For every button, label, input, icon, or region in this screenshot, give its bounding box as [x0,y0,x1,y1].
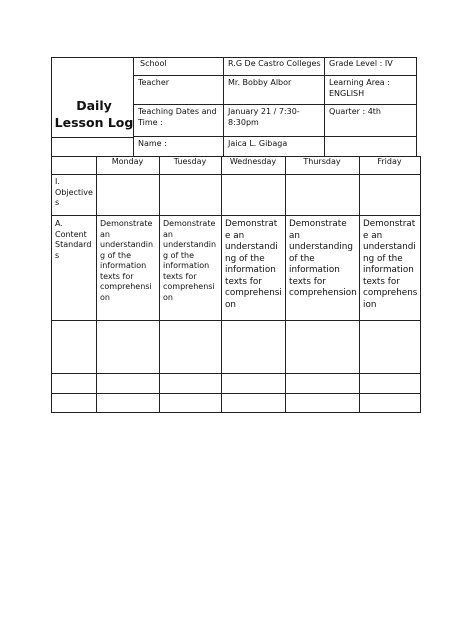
header-top-border [51,57,417,58]
dates-label: Teaching Dates and Time : [138,107,217,127]
content-cell-tuesday: Demonstrate an understandin g of the information texts for comprehensi on [163,219,217,302]
header-left-border [51,57,52,157]
table-bottom-border [51,412,421,413]
day-header-wednesday: Wednesday [229,157,277,166]
dates-value: January 21 / 7:30- 8:30pm [228,107,300,127]
objectives-label: I. Objective s [55,177,93,207]
school-label: School [140,59,167,68]
content-cell-wednesday: Demonstrat e an understandi ng of the information texts for comprehensi on [225,219,282,310]
table-left-border [51,156,52,413]
content-cell-friday: Demonstrat e an understandi ng of the information texts for comprehens ion [363,219,418,310]
day-header-tuesday: Tuesday [173,157,207,166]
table-content-row-bottom [51,320,421,321]
teacher-value: Mr. Bobby Albor [228,78,292,87]
school-value: R.G De Castro Colleges [228,59,321,68]
header-row-title-bottom [51,137,134,138]
header-col-3 [324,57,325,157]
table-row-5-bottom [51,393,421,394]
header-right-border [416,57,417,157]
table-col-2 [159,156,160,413]
header-row-1 [133,75,417,76]
table-col-5 [359,156,360,413]
table-col-4 [285,156,286,413]
table-right-border [420,156,421,413]
table-row-4-bottom [51,373,421,374]
header-row-2 [133,104,417,105]
name-label: Name : [138,139,167,148]
content-standards-label: A. Content Standard s [55,219,92,260]
table-objectives-row-bottom [51,215,421,216]
header-col-2 [223,57,224,157]
page-title: Daily Lesson Log [54,98,134,130]
grade-level: Grade Level : IV [329,59,393,68]
day-header-thursday: Thursday [303,157,341,166]
content-cell-thursday: Demonstrate an understanding of the information texts for comprehension [289,219,357,298]
day-header-friday: Friday [377,157,402,166]
table-col-3 [221,156,222,413]
table-col-1 [96,156,97,413]
day-header-monday: Monday [111,157,144,166]
learning-area: Learning Area : ENGLISH [329,78,390,98]
header-row-3 [133,136,417,137]
content-cell-monday: Demonstrate an understandin g of the information texts for comprehensi on [100,219,154,302]
quarter: Quarter : 4th [329,107,381,116]
teacher-label: Teacher [138,78,170,87]
table-day-row-bottom [51,174,421,175]
name-value: Jaica L. Gibaga [228,139,288,148]
